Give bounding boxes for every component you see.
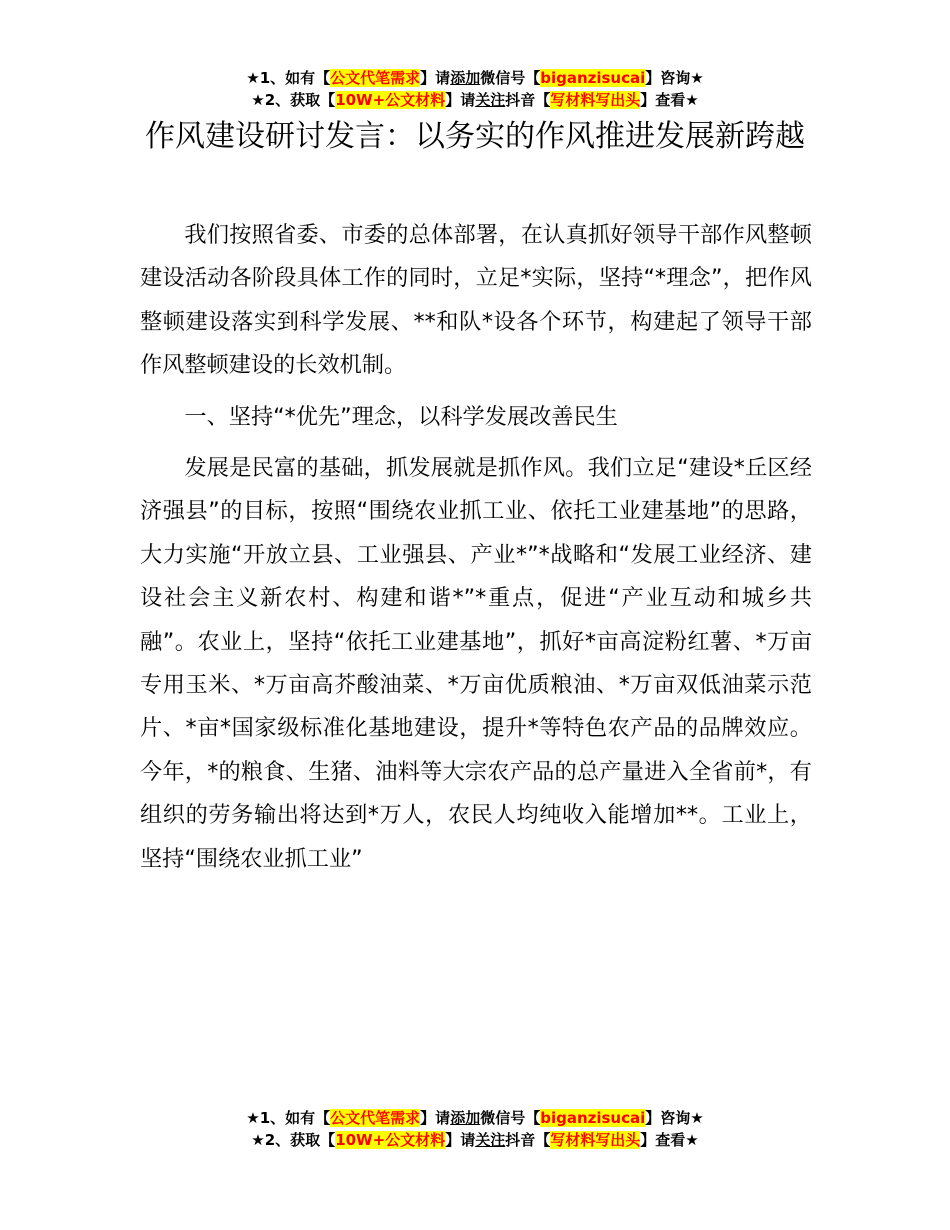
header-promo-banner: [0, 67, 950, 111]
footer-promo-banner: [0, 1107, 950, 1151]
promo-highlight-materials: 10W+公文材料: [335, 91, 446, 109]
promo-highlight-ghostwriting: 公文代笔需求: [330, 1109, 421, 1127]
document-title: 作风建设研讨发言：以务实的作风推进发展新跨越: [145, 119, 805, 154]
body-paragraph-development: 发展是民富的基础，抓发展就是抓作风。我们立足“建设*丘区经济强县”的目标，按照“围绕农业抓工业、依托工业建基地”的思路，大力实施“开放立县、工业强县、产业*”*战略和“发展工业经济、建设社会主义新农村、构建和谐*”*重点，促进“产业互动和城乡共融”。农业上，坚持“依托工业建基地”，抓好*亩高淀粉红薯、*万亩专用玉米、*万亩高芥酸油菜、*万亩优质粮油、*万亩双低油菜示范片、*亩*国家级标准化基地建设，提升*等特色农产品的品牌效应。今年，*的粮食、生猪、油料等大宗农产品的总产量进入全省前*，有组织的劳务输出将达到*万人，农民人均纯收入能增加**。工业上，坚持“围绕农业抓工业”: [140, 455, 812, 872]
promo-highlight-wechat-id: biganzisucai: [540, 1109, 646, 1127]
promo-line-1: ★1、如有【公文代笔需求】请添加微信号【biganzisucai】咨询★: [246, 69, 704, 87]
body-paragraph-intro: 我们按照省委、市委的总体部署，在认真抓好领导干部作风整顿建设活动各阶段具体工作的同时，立足*实际，坚持“*理念”，把作风整顿建设落实到科学发展、**和队*设各个环节，构建起了领导干部作风整顿建设的长效机制。: [140, 222, 812, 379]
section-heading-1: 一、坚持“*优先”理念，以科学发展改善民生: [184, 403, 618, 430]
promo-highlight-ghostwriting: 公文代笔需求: [330, 69, 421, 87]
promo-highlight-douyin: 写材料写出头: [550, 91, 641, 109]
document-body: [140, 214, 812, 889]
promo-highlight-materials: 10W+公文材料: [335, 1131, 446, 1149]
promo-line-2: ★2、获取【10W+公文材料】请关注抖音【写材料写出头】查看★: [251, 91, 699, 109]
promo-line-2: ★2、获取【10W+公文材料】请关注抖音【写材料写出头】查看★: [251, 1131, 699, 1149]
promo-highlight-douyin: 写材料写出头: [550, 1131, 641, 1149]
promo-highlight-wechat-id: biganzisucai: [540, 69, 646, 87]
promo-line-1: ★1、如有【公文代笔需求】请添加微信号【biganzisucai】咨询★: [246, 1109, 704, 1127]
